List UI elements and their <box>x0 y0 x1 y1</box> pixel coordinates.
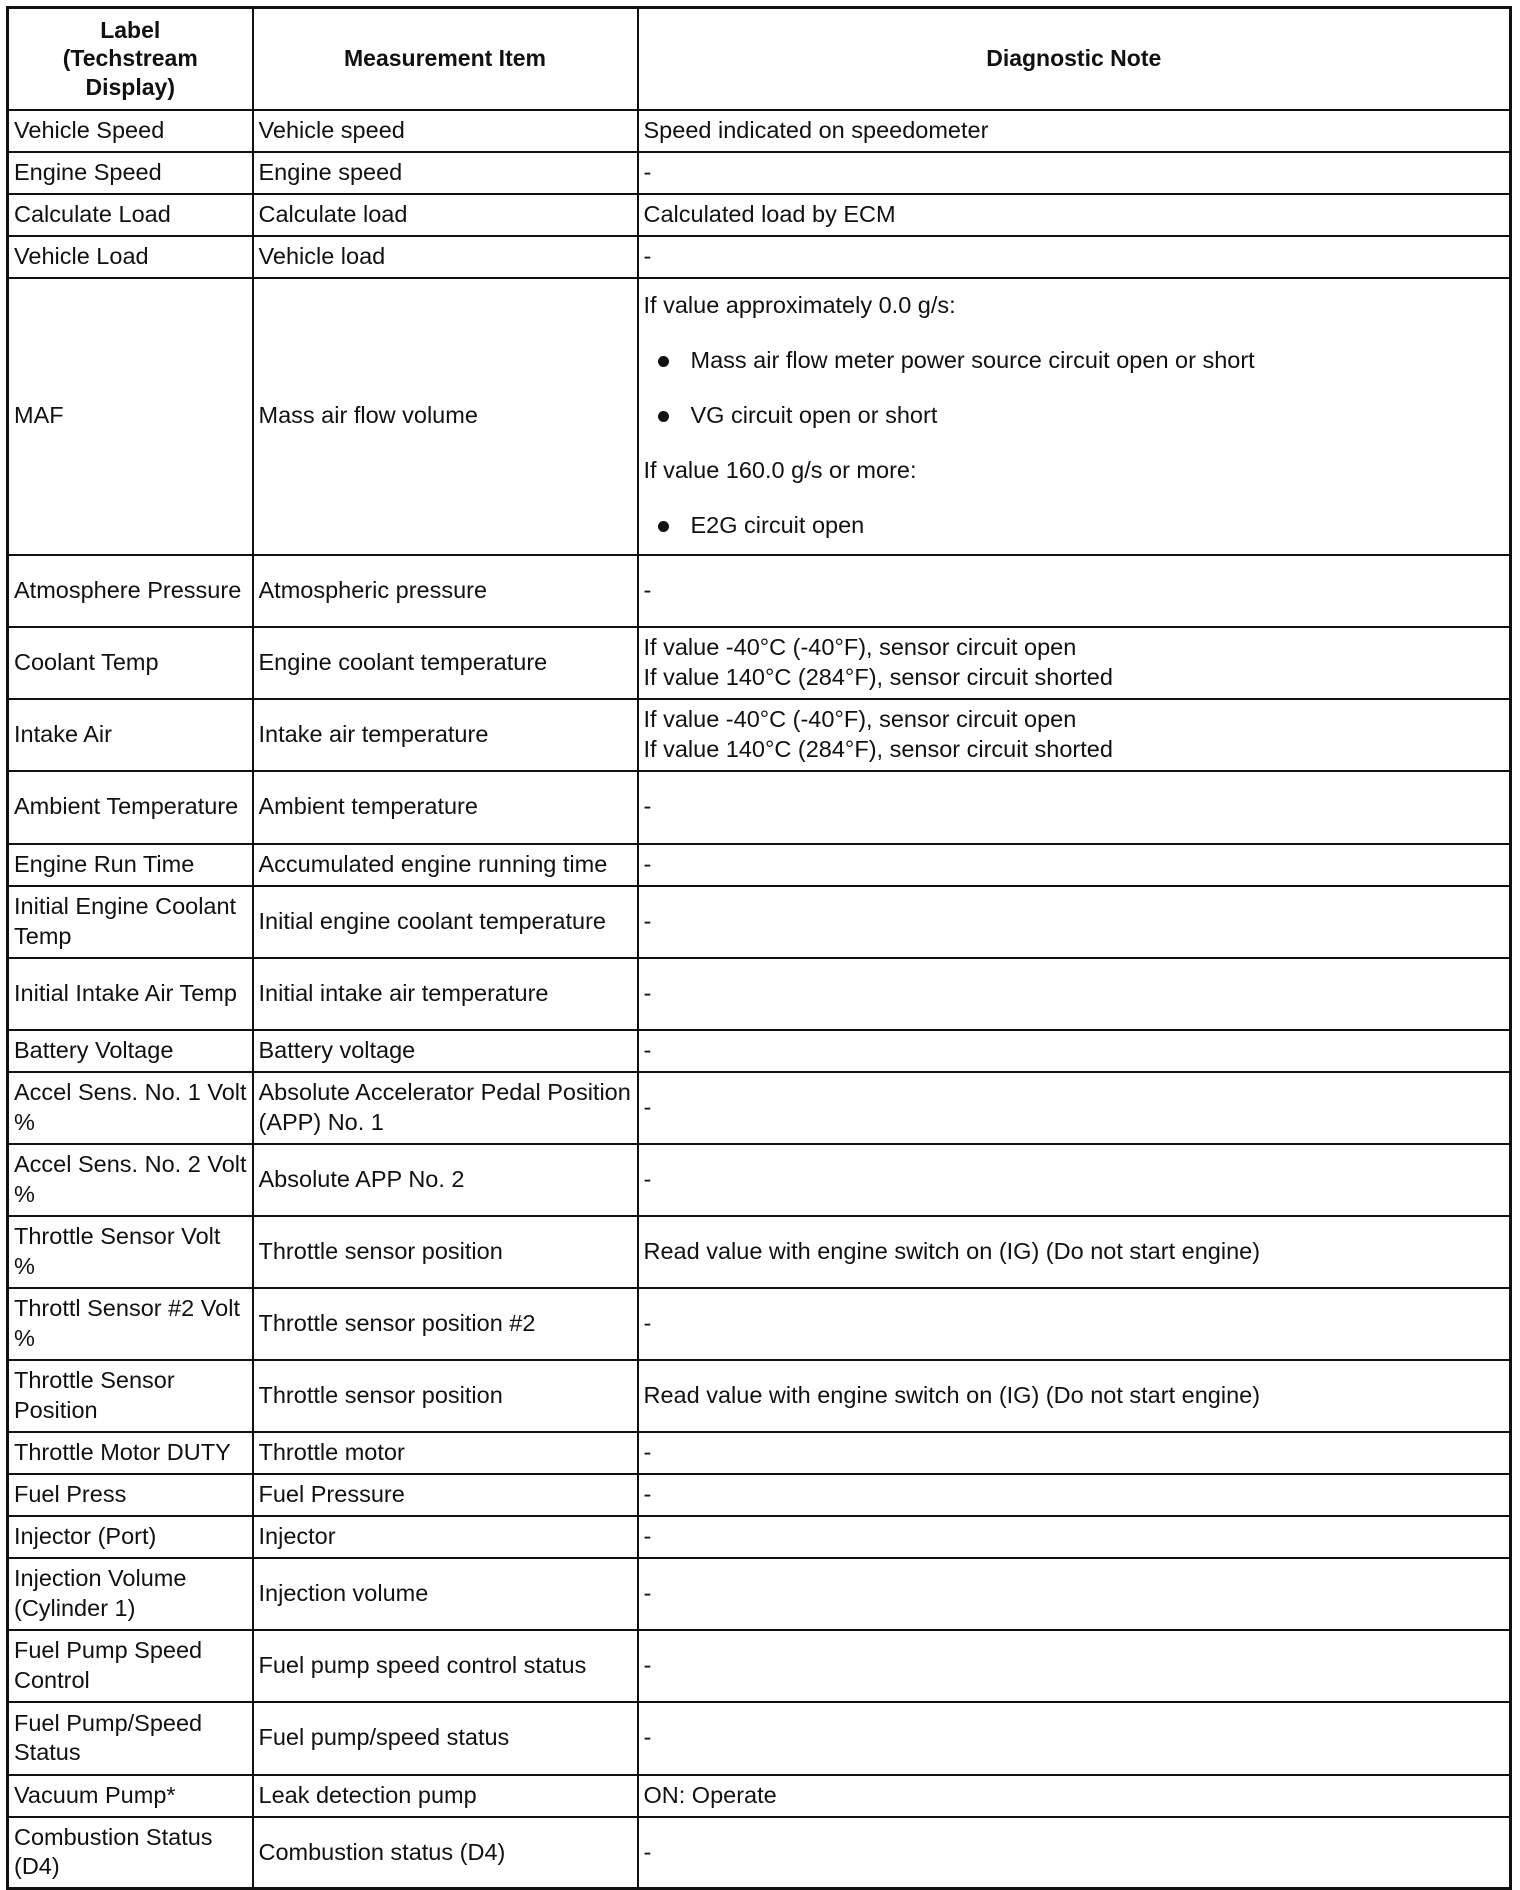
row-diagnostic-note: - <box>638 1702 1511 1775</box>
row-label: Accel Sens. No. 1 Volt % <box>8 1072 253 1144</box>
note-line: If value -40°C (-40°F), sensor circuit open <box>643 706 1077 733</box>
table-row <box>8 1630 1511 1702</box>
row-measurement-item: Engine speed <box>253 152 638 194</box>
bullet-text: Mass air flow meter power source circuit open or short <box>690 347 1255 374</box>
row-diagnostic-note <box>638 627 1511 699</box>
row-diagnostic-note: - <box>638 1630 1511 1702</box>
row-measurement-item: Vehicle load <box>253 236 638 278</box>
row-diagnostic-note: - <box>638 1474 1511 1516</box>
note-line: If value 140°C (284°F), sensor circuit shorted <box>643 663 1113 690</box>
row-diagnostic-note <box>638 699 1511 771</box>
note-line: If value 160.0 g/s or more: <box>643 457 917 484</box>
row-label: Throttle Sensor Position <box>8 1360 253 1432</box>
row-label: Fuel Pump Speed Control <box>8 1630 253 1702</box>
row-measurement-item: Absolute Accelerator Pedal Position (APP) No. 1 <box>253 1072 638 1144</box>
row-label: Coolant Temp <box>8 627 253 699</box>
table-row <box>8 627 1511 699</box>
table-row <box>8 1474 1511 1516</box>
row-label: Vehicle Speed <box>8 110 253 152</box>
row-label: Initial Intake Air Temp <box>8 958 253 1030</box>
table-row <box>8 1817 1511 1889</box>
row-measurement-item: Fuel pump/speed status <box>253 1702 638 1775</box>
row-measurement-item: Fuel pump speed control status <box>253 1630 638 1702</box>
table-row <box>8 152 1511 194</box>
bullet-item <box>644 499 1505 554</box>
row-label: Throttle Sensor Volt % <box>8 1216 253 1288</box>
table-row <box>8 1432 1511 1474</box>
table-row <box>8 236 1511 278</box>
row-diagnostic-note: Read value with engine switch on (IG) (Do not start engine) <box>638 1360 1511 1432</box>
row-label: Throttle Motor DUTY <box>8 1432 253 1474</box>
row-diagnostic-note: - <box>638 958 1511 1030</box>
table-row <box>8 771 1511 844</box>
row-diagnostic-note: - <box>638 555 1511 627</box>
note-line: If value 140°C (284°F), sensor circuit shorted <box>643 735 1113 762</box>
row-diagnostic-note: - <box>638 1516 1511 1558</box>
table-row <box>8 1216 1511 1288</box>
table-row <box>8 1558 1511 1630</box>
row-diagnostic-note: ON: Operate <box>638 1775 1511 1817</box>
row-diagnostic-note: - <box>638 1558 1511 1630</box>
row-diagnostic-note: - <box>638 844 1511 886</box>
table-row <box>8 1144 1511 1216</box>
row-label: Engine Run Time <box>8 844 253 886</box>
row-label: Injection Volume (Cylinder 1) <box>8 1558 253 1630</box>
row-diagnostic-note <box>638 278 1511 555</box>
row-measurement-item: Accumulated engine running time <box>253 844 638 886</box>
row-measurement-item: Combustion status (D4) <box>253 1817 638 1889</box>
diagnostic-data-table <box>6 6 1512 1890</box>
row-diagnostic-note: Speed indicated on speedometer <box>638 110 1511 152</box>
row-measurement-item: Mass air flow volume <box>253 278 638 555</box>
table-row <box>8 555 1511 627</box>
row-diagnostic-note: - <box>638 1144 1511 1216</box>
row-measurement-item: Fuel Pressure <box>253 1474 638 1516</box>
table-row <box>8 1775 1511 1817</box>
row-measurement-item: Throttle sensor position #2 <box>253 1288 638 1360</box>
note-line: If value approximately 0.0 g/s: <box>643 292 956 319</box>
row-label: Battery Voltage <box>8 1030 253 1072</box>
table-row <box>8 194 1511 236</box>
row-measurement-item: Injection volume <box>253 1558 638 1630</box>
header-diagnostic-note: Diagnostic Note <box>638 8 1511 110</box>
row-label: Accel Sens. No. 2 Volt % <box>8 1144 253 1216</box>
row-label: Engine Speed <box>8 152 253 194</box>
row-label: Fuel Pump/Speed Status <box>8 1702 253 1775</box>
bullet-icon <box>658 411 669 422</box>
row-diagnostic-note: Calculated load by ECM <box>638 194 1511 236</box>
row-measurement-item: Engine coolant temperature <box>253 627 638 699</box>
row-diagnostic-note: - <box>638 1432 1511 1474</box>
bullet-item <box>644 334 1505 389</box>
row-measurement-item: Vehicle speed <box>253 110 638 152</box>
table-row <box>8 1072 1511 1144</box>
row-measurement-item: Atmospheric pressure <box>253 555 638 627</box>
row-diagnostic-note: - <box>638 1817 1511 1889</box>
table-row <box>8 1030 1511 1072</box>
table-row <box>8 110 1511 152</box>
note-line: If value -40°C (-40°F), sensor circuit open <box>643 634 1077 661</box>
row-label: Intake Air <box>8 699 253 771</box>
row-measurement-item: Throttle motor <box>253 1432 638 1474</box>
header-row <box>8 8 1511 110</box>
header-measurement-item: Measurement Item <box>253 8 638 110</box>
table-row <box>8 1702 1511 1775</box>
bullet-icon <box>658 356 669 367</box>
row-label: Combustion Status (D4) <box>8 1817 253 1889</box>
row-label: Initial Engine Coolant Temp <box>8 886 253 958</box>
row-label: Calculate Load <box>8 194 253 236</box>
table-row <box>8 1360 1511 1432</box>
row-label: MAF <box>8 278 253 555</box>
row-label: Vehicle Load <box>8 236 253 278</box>
table-row <box>8 278 1511 555</box>
table-row <box>8 886 1511 958</box>
bullet-text: VG circuit open or short <box>690 402 938 429</box>
row-label: Atmosphere Pressure <box>8 555 253 627</box>
row-label: Ambient Temperature <box>8 771 253 844</box>
row-measurement-item: Leak detection pump <box>253 1775 638 1817</box>
row-label: Vacuum Pump* <box>8 1775 253 1817</box>
bullet-icon <box>658 521 669 532</box>
bullet-item <box>644 389 1505 444</box>
row-measurement-item: Injector <box>253 1516 638 1558</box>
table-row <box>8 958 1511 1030</box>
row-label: Injector (Port) <box>8 1516 253 1558</box>
row-measurement-item: Ambient temperature <box>253 771 638 844</box>
row-diagnostic-note: - <box>638 1288 1511 1360</box>
row-diagnostic-note: - <box>638 236 1511 278</box>
row-label: Fuel Press <box>8 1474 253 1516</box>
row-measurement-item: Throttle sensor position <box>253 1360 638 1432</box>
table-row <box>8 699 1511 771</box>
row-diagnostic-note: - <box>638 1030 1511 1072</box>
header-label: Label (Techstream Display) <box>8 8 253 110</box>
table-row <box>8 1288 1511 1360</box>
row-diagnostic-note: Read value with engine switch on (IG) (Do not start engine) <box>638 1216 1511 1288</box>
row-diagnostic-note: - <box>638 771 1511 844</box>
table-row <box>8 1516 1511 1558</box>
row-measurement-item: Throttle sensor position <box>253 1216 638 1288</box>
row-measurement-item: Absolute APP No. 2 <box>253 1144 638 1216</box>
row-diagnostic-note: - <box>638 152 1511 194</box>
row-diagnostic-note: - <box>638 1072 1511 1144</box>
table-row <box>8 844 1511 886</box>
row-label: Throttl Sensor #2 Volt % <box>8 1288 253 1360</box>
row-measurement-item: Initial intake air temperature <box>253 958 638 1030</box>
bullet-text: E2G circuit open <box>690 512 865 539</box>
row-measurement-item: Calculate load <box>253 194 638 236</box>
row-measurement-item: Intake air temperature <box>253 699 638 771</box>
row-measurement-item: Initial engine coolant temperature <box>253 886 638 958</box>
row-diagnostic-note: - <box>638 886 1511 958</box>
row-measurement-item: Battery voltage <box>253 1030 638 1072</box>
